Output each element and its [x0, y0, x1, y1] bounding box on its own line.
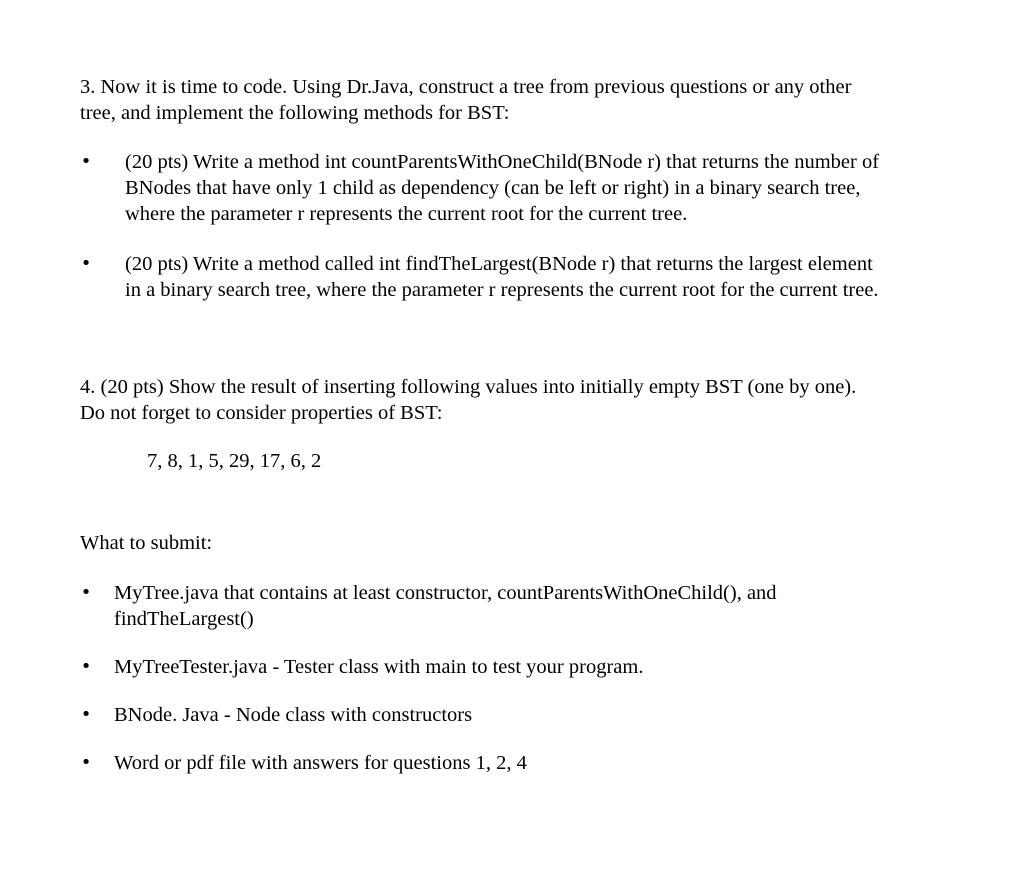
text-line: tree, and implement the following methods for BST: — [80, 102, 510, 124]
submission-item-tester — [80, 654, 980, 680]
text-line: BNodes that have only 1 child as dependency (can be left or right) in a binary search tree, — [125, 177, 861, 199]
assignment-page — [80, 74, 980, 776]
task-count-parents — [80, 149, 980, 227]
task-find-largest — [80, 251, 980, 303]
bullet-icon: • — [80, 253, 92, 274]
text-line: BNode. Java - Node class with constructors — [114, 704, 473, 726]
text-line: MyTree.java that contains at least constructor, countParentsWithOneChild(), and — [114, 582, 777, 604]
text-line: (20 pts) Write a method int countParentsWithOneChild(BNode r) that returns the number of — [125, 151, 880, 173]
submission-heading: What to submit: — [80, 532, 213, 554]
bullet-icon: • — [80, 582, 92, 603]
question-4-text — [80, 374, 980, 426]
question-4 — [80, 374, 980, 474]
text-line: (20 pts) Write a method called int findTheLargest(BNode r) that returns the largest element — [125, 253, 873, 275]
question-3-tasks — [80, 149, 980, 303]
text-line: Do not forget to consider properties of BST: — [80, 402, 443, 424]
submission-item-mytree — [80, 580, 980, 632]
submission-item-bnode — [80, 702, 980, 728]
text-line: MyTreeTester.java - Tester class with main to test your program. — [114, 656, 644, 678]
text-line: Word or pdf file with answers for questions 1, 2, 4 — [114, 752, 527, 774]
text-line: findTheLargest() — [114, 608, 254, 630]
text-line: 4. (20 pts) Show the result of inserting following values into initially empty BST (one by one). — [80, 376, 857, 398]
insert-values: 7, 8, 1, 5, 29, 17, 6, 2 — [147, 450, 322, 472]
bullet-icon: • — [80, 656, 92, 677]
bullet-icon: • — [80, 752, 92, 773]
bullet-icon: • — [80, 151, 92, 172]
bullet-icon: • — [80, 704, 92, 725]
submission-item-answers — [80, 750, 980, 776]
submission-list — [80, 580, 980, 776]
text-line: 3. Now it is time to code. Using Dr.Java, construct a tree from previous questions or any other — [80, 76, 852, 98]
submission-section — [80, 530, 980, 776]
text-line: where the parameter r represents the current root for the current tree. — [125, 203, 688, 225]
text-line: in a binary search tree, where the parameter r represents the current root for the current tree. — [125, 279, 879, 301]
question-3-intro — [80, 74, 980, 126]
question-3 — [80, 74, 980, 303]
